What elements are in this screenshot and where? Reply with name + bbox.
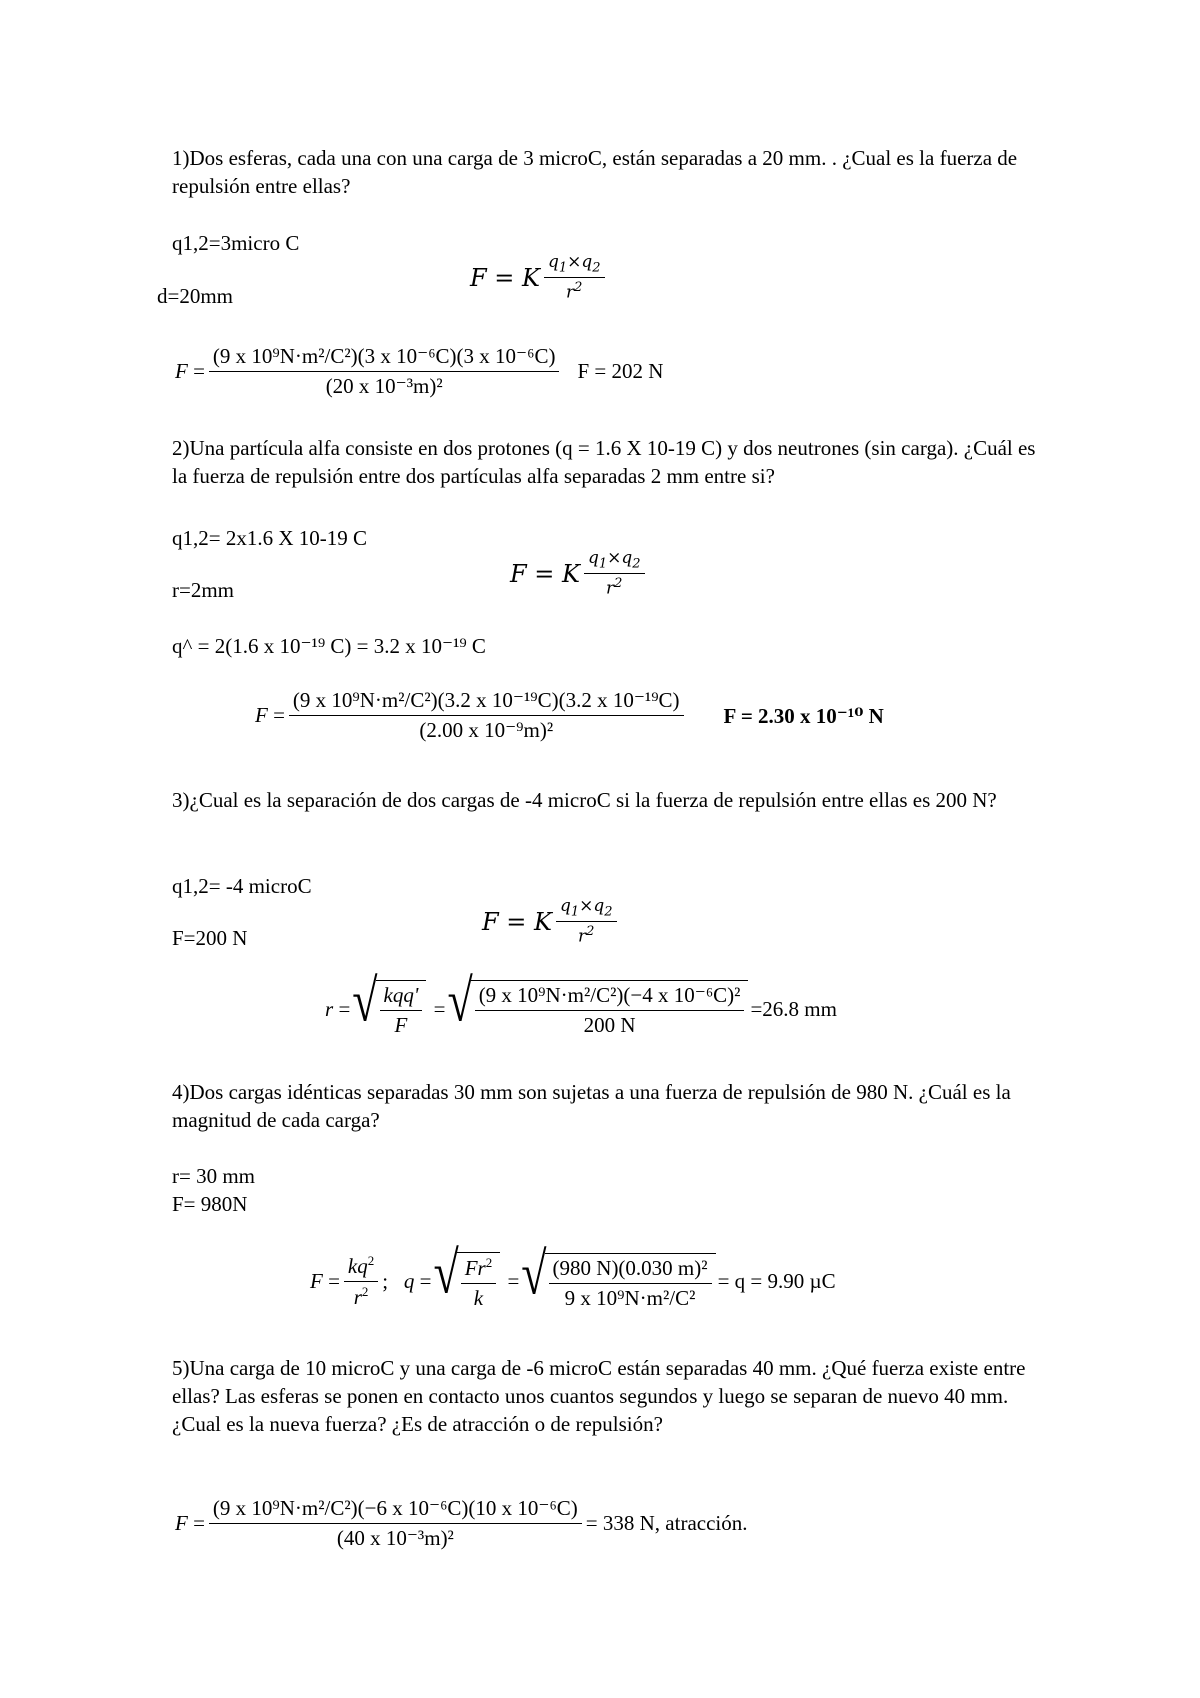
problem-4-given-distance: r= 30 mm — [172, 1164, 256, 1188]
problem-3-coulomb-formula: F = K $\frac{q_1\times q_2}{r^2}$ — [482, 896, 621, 947]
problem-5-question: 5)Una carga de 10 microC y una carga de -6 microC están separadas 40 mm. ¿Qué fuerza existe entre ellas? Las esferas se ponen en contacto unos cuantos segundos y luego se separan de nuevo 40 mm. ¿Cual es la nueva fuerza? ¿Es de atracción o de repulsión? — [172, 1356, 1026, 1436]
problem-1-given-distance: d=20mm — [157, 284, 234, 308]
problem-4-eq-numerator: (980 N)(0.030 m)² — [549, 1256, 712, 1284]
problem-4-question: 4)Dos cargas idénticas separadas 30 mm son sujetas a una fuerza de repulsión de 980 N. ¿Cuál es la magnitud de cada carga? — [172, 1080, 1011, 1132]
problem-3-distance-equation: r = √ $\frac{\text{kqq'}}{F}$ = √ $\frac{\text{(9 x 10⁹N·m²/C²)(−4 x 10⁻⁶C)²}}{200 N}$ =26.8 mm — [325, 967, 837, 1037]
problem-1-question: 1)Dos esferas, cada una con una carga de 3 microC, están separadas a 20 mm. . ¿Cual es la fuerza de repulsión entre ellas? — [172, 146, 1018, 198]
problem-2-force-equation: F = $\frac{\text{(9 x 10⁹N·m²/C²)(3.2 x 10⁻¹⁹C)(3.2 x 10⁻¹⁹C)}}{\text{(2.00 x 10⁻⁹m)²}}$ F = 2.30 x 10⁻¹⁰ N — [255, 688, 884, 742]
problem-3-given-charge: q1,2= -4 microC — [172, 874, 312, 898]
problem-3-given-force: F=200 N — [172, 926, 248, 950]
problem-5-eq-numerator: (9 x 10⁹N·m²/C²)(−6 x 10⁻⁶C)(10 x 10⁻⁶C) — [209, 1496, 582, 1524]
problem-5-force-equation: F = $\frac{\text{(9 x 10⁹N·m²/C²)(−6 x 10⁻⁶C)(10 x 10⁻⁶C)}}{\text{(40 x 10⁻³m)²}}$ = 338 N, atracción. — [175, 1496, 748, 1550]
problem-2-question: 2)Una partícula alfa consiste en dos protones (q = 1.6 X 10-19 C) y dos neutrones (sin carga). ¿Cuál es la fuerza de repulsión entre dos partículas alfa separadas 2 mm entre si? — [172, 436, 1036, 488]
problem-1-eq-numerator: (9 x 10⁹N·m²/C²)(3 x 10⁻⁶C)(3 x 10⁻⁶C) — [209, 344, 560, 372]
problem-3-result: =26.8 mm — [750, 996, 837, 1021]
problem-1-given-charge: q1,2=3micro C — [172, 231, 300, 255]
problem-2-result: F = 2.30 x 10⁻¹⁰ N — [723, 703, 884, 728]
problem-2-given-distance: r=2mm — [172, 578, 235, 602]
problem-4-eq-denominator: 9 x 10⁹N·m²/C² — [564, 1285, 696, 1310]
problem-2-given-charge: q1,2= 2x1.6 X 10-19 C — [172, 526, 368, 550]
problem-5-result: = 338 N, atracción. — [585, 1511, 748, 1535]
problem-2-charge-equation: q^ = 2(1.6 x 10⁻¹⁹ C) = 3.2 x 10⁻¹⁹ C — [172, 634, 486, 658]
problem-4-result: = q = 9.90 µC — [717, 1269, 836, 1293]
problem-1-coulomb-formula: F = K $\frac{q_1\times q_2}{r^2}$ — [470, 252, 609, 303]
problem-3-eq-numerator: (9 x 10⁹N·m²/C²)(−4 x 10⁻⁶C)² — [475, 983, 745, 1011]
problem-1-force-equation: F = $\frac{\text{(9 x 10⁹N·m²/C²)(3 x 10⁻⁶C)(3 x 10⁻⁶C)}}{\text{(20 x 10⁻³m)²}}$ F = 202 N — [175, 344, 664, 398]
problem-3-question: 3)¿Cual es la separación de dos cargas de -4 microC si la fuerza de repulsión entre ellas es 200 N? — [172, 788, 997, 812]
problem-5-eq-denominator: (40 x 10⁻³m)² — [336, 1526, 454, 1550]
problem-4-charge-equation: F = $\frac{kq^2}{r^2}$ ; q = √ $\frac{Fr^2}{k}$ = √ $\frac{\text{(980 N)(0.030 m)²}}{\text{9 x 10⁹N·m²/C²}}$ = q = 9.90 µC — [310, 1239, 836, 1310]
problem-3-eq-denominator: 200 N — [583, 1013, 636, 1037]
problem-2-coulomb-formula: F = K $\frac{q_1\times q_2}{r^2}$ — [510, 548, 649, 599]
problem-2-eq-numerator: (9 x 10⁹N·m²/C²)(3.2 x 10⁻¹⁹C)(3.2 x 10⁻¹⁹C) — [289, 688, 684, 716]
problem-1-result: F = 202 N — [577, 359, 664, 383]
problem-1-eq-denominator: (20 x 10⁻³m)² — [325, 374, 443, 398]
problem-4-given-force: F= 980N — [172, 1192, 248, 1216]
problem-2-eq-denominator: (2.00 x 10⁻⁹m)² — [419, 718, 554, 742]
